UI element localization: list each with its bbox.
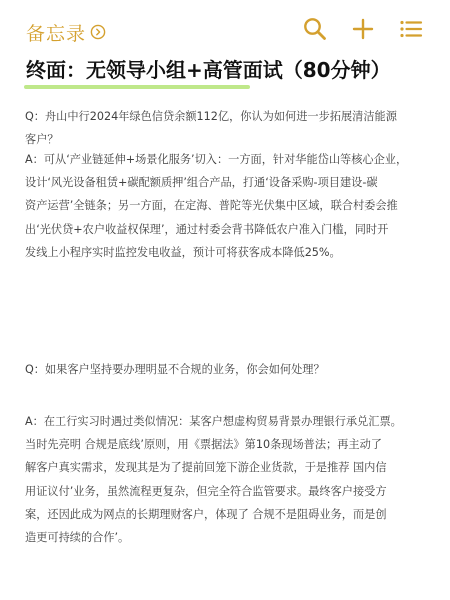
search-icon[interactable] — [302, 16, 328, 42]
text-line: 设计‘风光设备租赁+碳配额质押’组合产品，打通‘设备采购-项目建设-碳 — [25, 176, 378, 190]
back-button[interactable] — [26, 18, 106, 46]
text-line: A：可从‘产业链延伸+场景化服务’切入：一方面，针对华能岱山等核心企业， — [25, 153, 408, 166]
back-label: 备忘录 — [26, 22, 87, 45]
text-line: 造更可持续的合作’。 — [25, 531, 130, 545]
text-line: 用证议付’业务，虽然流程更复杂，但完全符合监管要求。最终客户接受方 — [25, 484, 387, 498]
text-line: 出‘光伏贷+农户收益权保理’，通过村委会背书降低农户准入门槛，同时开 — [25, 222, 389, 236]
plus-icon[interactable] — [350, 16, 376, 42]
answer-1[interactable] — [25, 148, 435, 264]
text-line: 资产运营’全链条；另一方面，在定海、普陀等光伏集中区域，联合村委会推 — [25, 199, 398, 213]
list-icon[interactable] — [398, 16, 424, 42]
top-bar — [0, 0, 450, 56]
text-line: A：在工行实习时遇过类似情况：某客户想虚构贸易背景办理银行承兑汇票。 — [25, 415, 402, 428]
question-2[interactable] — [25, 358, 435, 381]
question-1[interactable] — [25, 105, 435, 151]
text-line: 解客户真实需求，发现其是为了提前回笼下游企业货款，于是推荐 国内信 — [25, 461, 387, 475]
answer-2[interactable] — [25, 410, 435, 549]
text-line: Q：如果客户坚持要办理明显不合规的业务，你会如何处理？ — [25, 363, 325, 376]
text-line: 发线上小程序实时监控发电收益，预计可将获客成本降低25%。 — [25, 245, 341, 259]
toolbar-icons — [302, 16, 424, 42]
title-underline — [24, 85, 250, 89]
chevron-right-circle-icon — [90, 24, 106, 40]
text-line: 案，还因此成为网点的长期理财客户，体现了 合规不是阻碍业务，而是创 — [25, 507, 387, 521]
note-title[interactable]: 终面：无领导小组+高管面试（80分钟） — [26, 58, 391, 82]
text-line: Q：舟山中行2024年绿色信贷余额112亿，你认为如何进一步拓展清洁能源 — [25, 110, 397, 123]
text-line: 客户？ — [25, 133, 59, 147]
text-line: 当时先亮明 合规是底线’原则，用《票据法》第10条现场普法；再主动了 — [25, 438, 382, 452]
